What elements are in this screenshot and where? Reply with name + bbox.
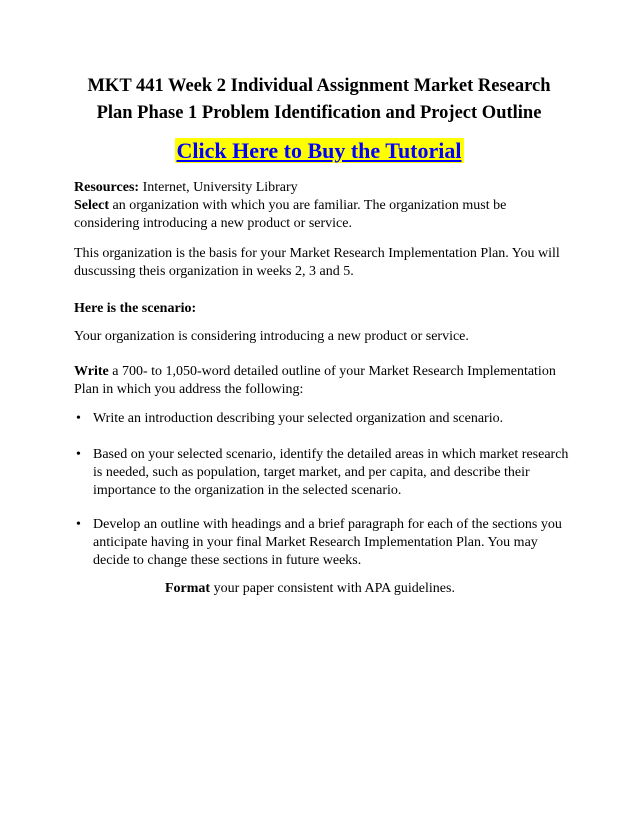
title-line-1: MKT 441 Week 2 Individual Assignment Market Research bbox=[87, 76, 551, 96]
list-item-text: Based on your selected scenario, identify the detailed areas in which market research is needed, such as population, target market, and per capita, and describe their importance to the organization in the selected scenario. bbox=[93, 447, 569, 498]
list-item bbox=[74, 410, 574, 428]
scenario-heading: Here is the scenario: bbox=[74, 301, 197, 316]
resources-label: Resources: bbox=[74, 180, 140, 195]
list-item bbox=[74, 446, 574, 500]
resources-text: Internet, University Library bbox=[139, 180, 298, 195]
bullet-icon: • bbox=[76, 517, 81, 532]
list-item-text: Write an introduction describing your selected organization and scenario. bbox=[93, 411, 504, 426]
resources-block bbox=[74, 179, 574, 233]
select-text: an organization with which you are familiar. The organization must be considering introducing a new product or service. bbox=[74, 198, 507, 231]
list-item-text: Develop an outline with headings and a brief paragraph for each of the sections you anticipate having in your final Market Research Implementation Plan. You may decide to change these sections in future weeks. bbox=[93, 517, 562, 568]
format-label: Format bbox=[165, 581, 211, 596]
document-title bbox=[60, 73, 578, 127]
basis-paragraph bbox=[74, 245, 574, 281]
select-label: Select bbox=[74, 198, 109, 213]
bullet-icon: • bbox=[76, 447, 81, 462]
scenario-text: Your organization is considering introducing a new product or service. bbox=[74, 329, 469, 344]
write-text: a 700- to 1,050-word detailed outline of your Market Research Implementation Plan in which you address the following: bbox=[74, 364, 556, 397]
format-paragraph bbox=[165, 580, 455, 598]
format-text: your paper consistent with APA guidelines. bbox=[210, 581, 455, 596]
list-item bbox=[74, 516, 574, 570]
select-paragraph bbox=[74, 197, 574, 233]
buy-tutorial-container bbox=[0, 136, 638, 166]
scenario-block bbox=[74, 328, 574, 346]
write-label: Write bbox=[74, 364, 109, 379]
title-line-2: Plan Phase 1 Problem Identification and Project Outline bbox=[96, 103, 542, 123]
resources-line bbox=[74, 179, 574, 197]
buy-tutorial-link[interactable]: Click Here to Buy the Tutorial bbox=[176, 138, 462, 163]
bullet-icon: • bbox=[76, 411, 81, 426]
scenario-heading-block bbox=[74, 300, 574, 318]
write-paragraph bbox=[74, 363, 574, 399]
basis-text: This organization is the basis for your Market Research Implementation Plan. You will duscussing theis organization in weeks 2, 3 and 5. bbox=[74, 246, 560, 279]
